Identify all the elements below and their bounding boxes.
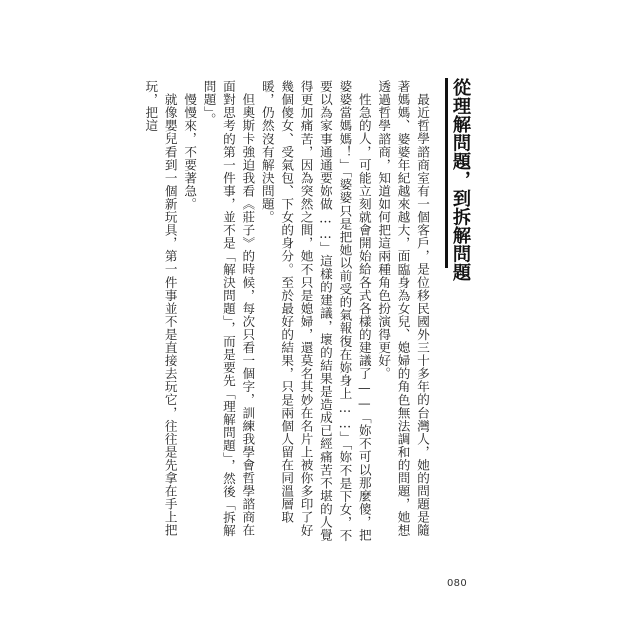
- paragraph-5: 就像嬰兒看到一個新玩具，第一件事並不是直接去玩它，往往是先拿在手上把玩，把這: [143, 80, 178, 537]
- page-number: 080: [447, 578, 467, 589]
- paragraph-2: 性急的人，可能立刻就會開始給各式各樣的建議了——「妳不可以那麼傻，把婆婆當媽媽！」「婆婆只是把她以前受的氣報復在妳身上……」「妳不是下女，不要以為家事通通要妳做……」這樣的建議，壞的結果是造成已經痛苦不堪的人覺得更加痛苦，因為突然之間，她不只是媳婦，還莫名其妙在名片上被你多印了好幾個傻女、受氣包、下女的身分。至於最好的結果，只是兩個人留在同溫層取暖，仍然沒有解決問題。: [259, 80, 372, 542]
- chapter-heading-block: [445, 78, 471, 282]
- body-text: [143, 80, 432, 542]
- heading-rule: [445, 78, 448, 268]
- chapter-heading: 從理解問題，到拆解問題: [450, 78, 471, 282]
- paragraph-4: 慢慢來，不要著急。: [182, 92, 198, 211]
- paragraph-3: 但奧斯卡強迫我看《莊子》的時候，每次只看一個字，訓練我學會哲學諮商在面對思考的第一件事，並不是「解決問題」，而是要先「理解問題」，然後「拆解問題」。: [201, 80, 256, 538]
- paragraph-1: 最近哲學諮商室有一個客戶，是位移民國外三十多年的台灣人，她的問題是隨著媽媽、婆婆年紀越來越大，面臨身為女兒、媳婦的角色無法調和的問題，她想透過哲學諮商，知道如何把這兩種角色扮演得更好。: [376, 80, 430, 537]
